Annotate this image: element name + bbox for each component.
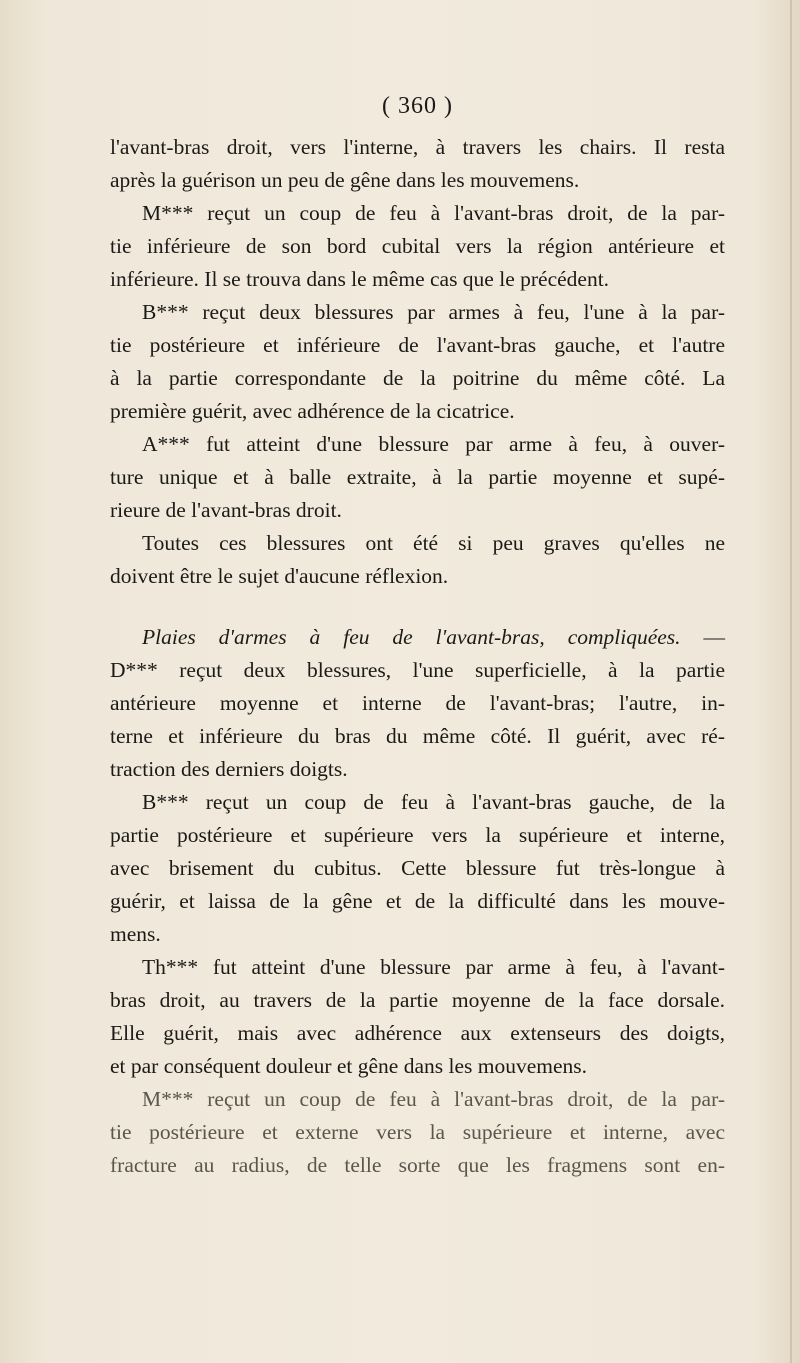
text-line: tie inférieure de son bord cubital vers la région antérieure et xyxy=(110,234,725,258)
text-line: doivent être le sujet d'aucune réflexion. xyxy=(110,564,449,588)
paragraph-case xyxy=(110,428,725,527)
text-line: première guérit, avec adhérence de la cicatrice. xyxy=(110,399,515,423)
text-line: et par conséquent douleur et gêne dans les mouvemens. xyxy=(110,1054,588,1078)
text-line: A*** fut atteint d'une blessure par arme à feu, à ouver- xyxy=(142,432,725,456)
text-line: M*** reçut un coup de feu à l'avant-bras droit, de la par- xyxy=(142,201,725,225)
text-line: antérieure moyenne et interne de l'avant-bras; l'autre, in- xyxy=(110,691,725,715)
text-line: avec brisement du cubitus. Cette blessure fut très-longue à xyxy=(110,856,725,880)
text-line: guérir, et laissa de la gêne et de la difficulté dans les mouve- xyxy=(110,889,725,913)
section-paragraph xyxy=(110,1083,725,1182)
text-line: terne et inférieure du bras du même côté. Il guérit, avec ré- xyxy=(110,724,725,748)
paragraph-continuation xyxy=(110,131,725,197)
page-number: ( 360 ) xyxy=(382,93,453,119)
text-line: à la partie correspondante de la poitrine du même côté. La xyxy=(110,366,725,390)
text-line: rieure de l'avant-bras droit. xyxy=(110,498,342,522)
text-line: Elle guérit, mais avec adhérence aux extenseurs des doigts, xyxy=(110,1021,725,1045)
text-line: mens. xyxy=(110,922,161,946)
text-line: M*** reçut un coup de feu à l'avant-bras droit, de la par- xyxy=(142,1087,725,1111)
section-paragraph xyxy=(110,786,725,951)
text-line: l'avant-bras droit, vers l'interne, à travers les chairs. Il resta xyxy=(110,135,725,159)
text-line: tie postérieure et externe vers la supérieure et interne, avec xyxy=(110,1120,725,1144)
text-line: Toutes ces blessures ont été si peu graves qu'elles ne xyxy=(142,531,725,555)
text-line: inférieure. Il se trouva dans le même cas que le précédent. xyxy=(110,267,610,291)
section-paragraph xyxy=(110,621,725,786)
page-edge xyxy=(790,0,792,1363)
text-line: ture unique et à balle extraite, à la partie moyenne et supé- xyxy=(110,465,725,489)
text-line: bras droit, au travers de la partie moyenne de la face dorsale. xyxy=(110,988,725,1012)
section-gap xyxy=(110,593,725,621)
section-heading-line xyxy=(110,621,725,654)
text-line: traction des derniers doigts. xyxy=(110,757,348,781)
paragraph-case xyxy=(110,197,725,296)
section-title: Plaies d'armes à feu de l'avant-bras, compliquées. xyxy=(142,625,681,649)
text-line: D*** reçut deux blessures, l'une superficielle, à la partie xyxy=(110,658,725,682)
text-line: Th*** fut atteint d'une blessure par arme à feu, à l'avant- xyxy=(142,955,725,979)
text-line: B*** reçut deux blessures par armes à feu, l'une à la par- xyxy=(142,300,725,324)
text-line: partie postérieure et supérieure vers la supérieure et interne, xyxy=(110,823,725,847)
text-line: B*** reçut un coup de feu à l'avant-bras gauche, de la xyxy=(142,790,725,814)
page-text-block xyxy=(110,90,725,1182)
paragraph-summary xyxy=(110,527,725,593)
section-dash: — xyxy=(680,625,726,649)
text-line: fracture au radius, de telle sorte que les fragmens sont en- xyxy=(110,1153,725,1177)
text-line: tie postérieure et inférieure de l'avant-bras gauche, et l'autre xyxy=(110,333,725,357)
paragraph-case xyxy=(110,296,725,428)
text-line: après la guérison un peu de gêne dans les mouvemens. xyxy=(110,168,580,192)
section-paragraph xyxy=(110,951,725,1083)
